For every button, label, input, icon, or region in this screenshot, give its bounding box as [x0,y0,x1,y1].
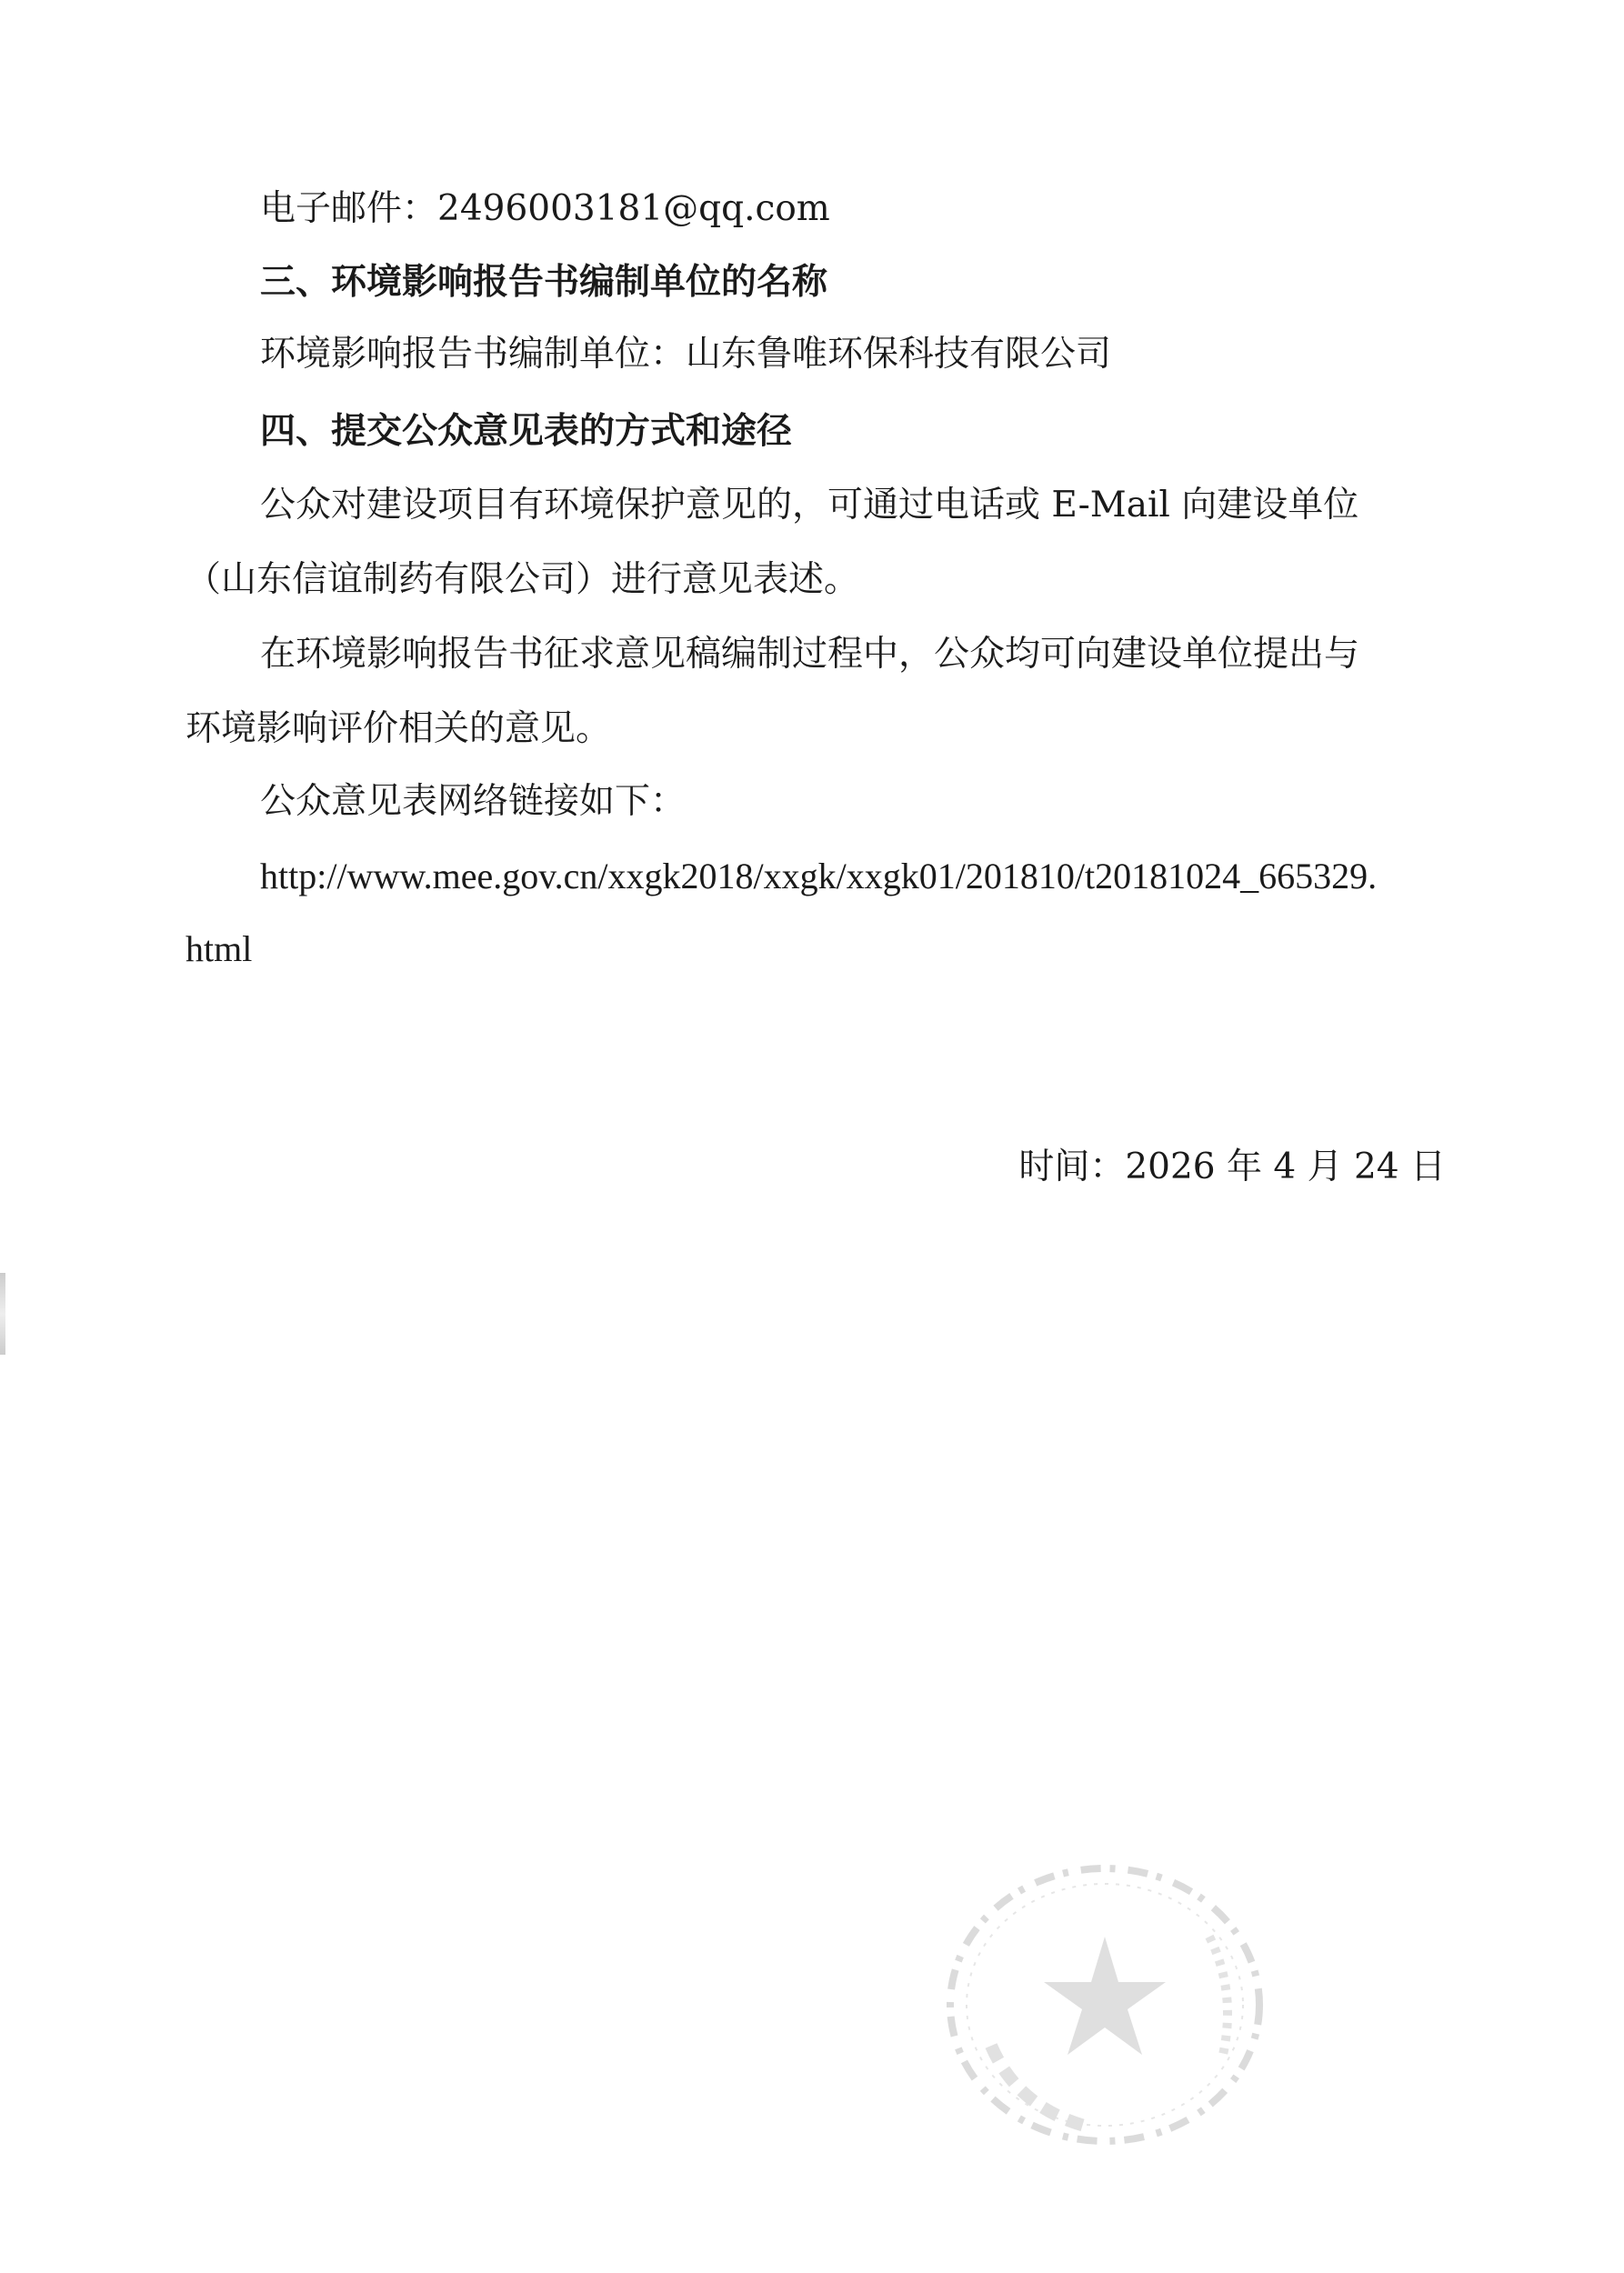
link-intro: 公众意见表网络链接如下： [260,781,687,822]
section3-body: 环境影响报告书编制单位：山东鲁唯环保科技有限公司 [260,334,1112,375]
para2-line1: 在环境影响报告书征求意见稿编制过程中，公众均可向建设单位提出与 [260,634,1360,675]
para2-line2: 环境影响评价相关的意见。 [185,708,612,749]
document-date: 时间：2026 年 4 月 24 日 [1018,1147,1446,1187]
email-line [0,185,1624,233]
section4-heading: 四、提交公众意见表的方式和途径 [260,410,793,452]
email-value: 2496003181@qq.com [437,188,830,229]
para1-line1: 公众对建设项目有环境保护意见的，可通过电话或 E-Mail 向建设单位 [260,485,1359,526]
link-url-line1: http://www.mee.gov.cn/xxgk2018/xxgk/xxgk01/201810/t20181024_665329. [260,856,1378,896]
email-label: 电子邮件： [260,188,438,229]
para1-line2: （山东信谊制药有限公司）进行意见表述。 [185,559,860,600]
link-url-line2: html [185,928,253,969]
section3-heading: 三、环境影响报告书编制单位的名称 [260,261,828,303]
official-seal [937,1855,1273,2155]
scan-edge-mark [0,1273,5,1355]
